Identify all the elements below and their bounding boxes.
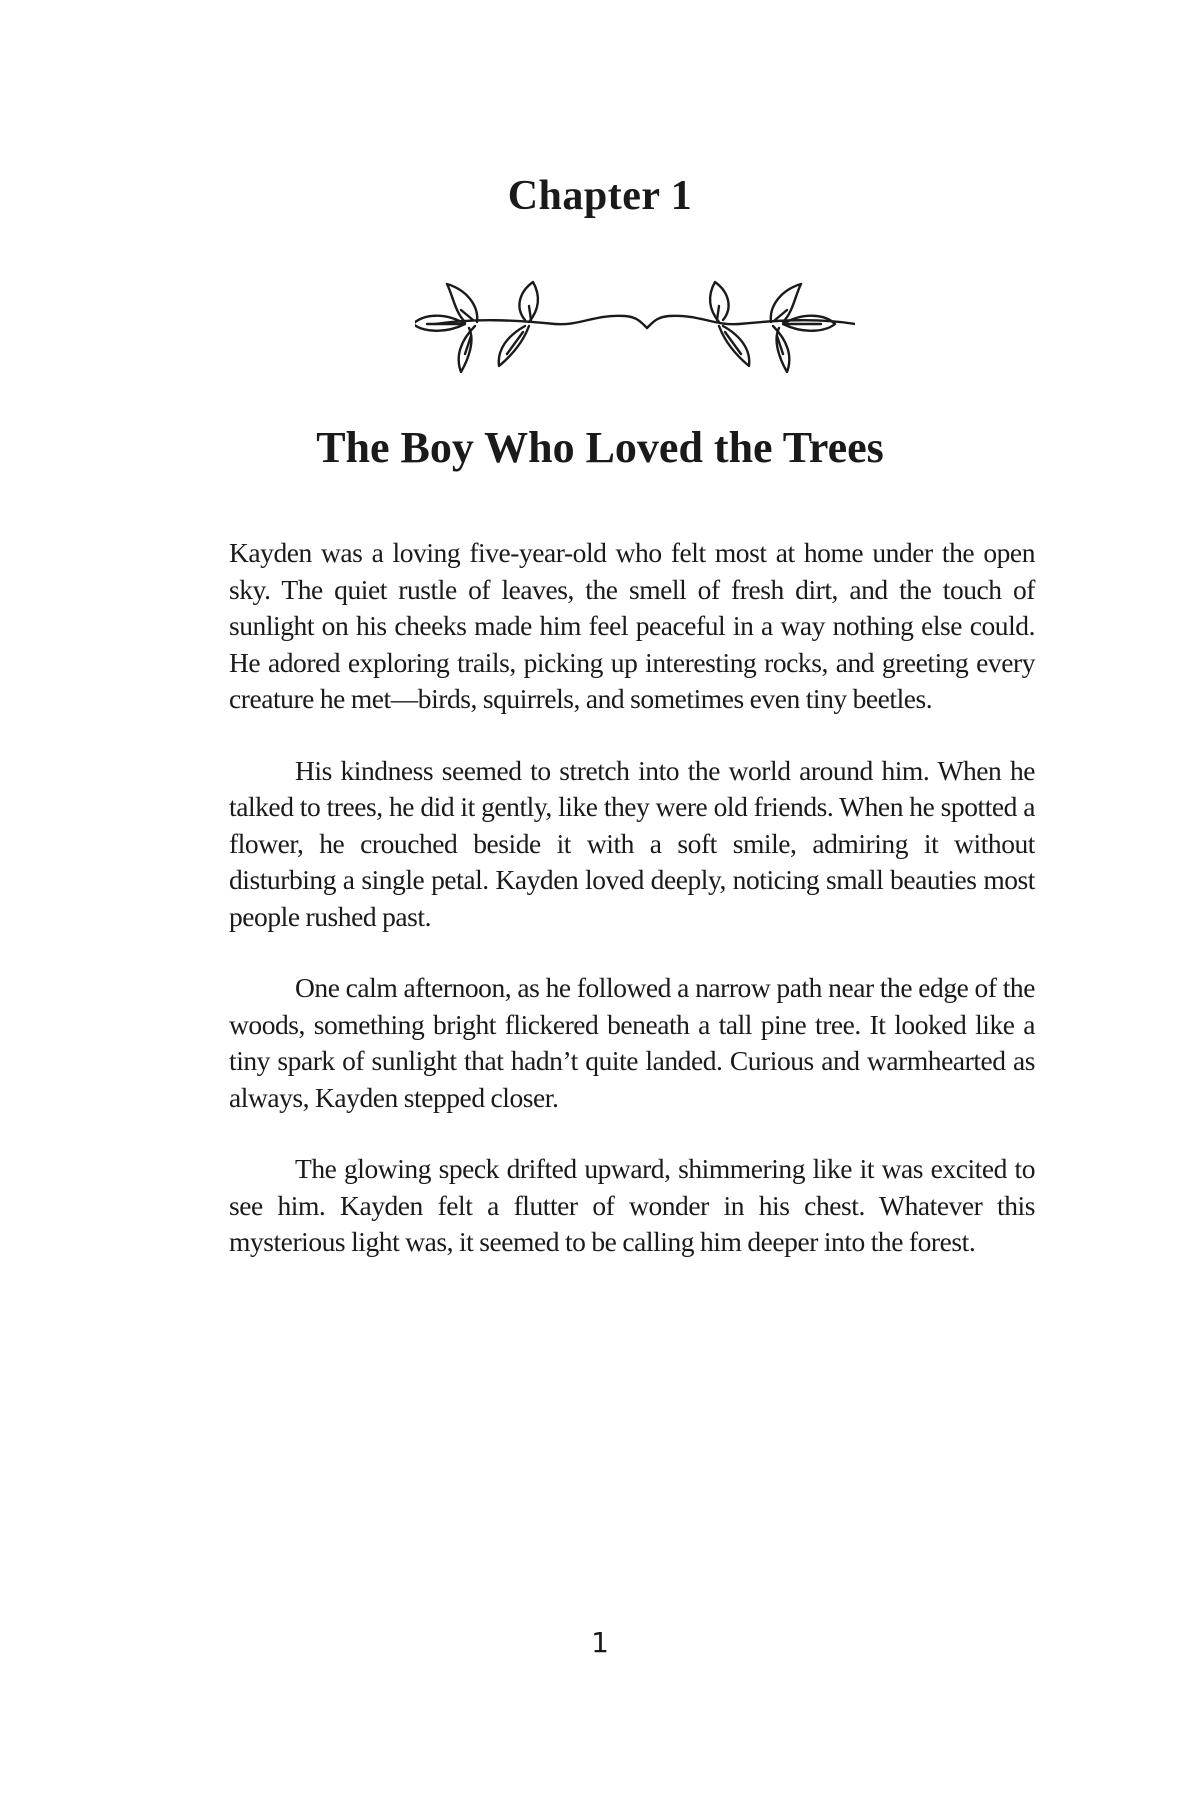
paragraph: One calm afternoon, as he followed a narrow path near the edge of the woods, something bright flickered beneath a tall pine tree. It looked like a tiny spark of sunlight that hadn’t quite landed. Curious and warmhearted as always, Kayden stepped closer. (229, 972, 1035, 1113)
right-leaf-cluster (710, 282, 835, 372)
chapter-number: Chapter 1 (507, 173, 693, 219)
chapter-title: The Boy Who Loved the Trees (316, 423, 884, 472)
leaf-vine-divider-icon (415, 276, 855, 376)
vine-stem (435, 316, 855, 328)
left-leaf-cluster (415, 282, 538, 372)
page-number: 1 (591, 1626, 609, 1659)
paragraph: His kindness seemed to stretch into the world around him. When he talked to trees, he did it gently, like they were old friends. When he spotted a flower, he crouched beside it with a soft smile, admiring it without disturbing a single petal. Kayden loved deeply, noticing small beauties most people rushed past. (229, 754, 1035, 932)
paragraph: Kayden was a loving five-year-old who felt most at home under the open sky. The quiet rustle of leaves, the smell of fresh dirt, and the touch of sunlight on his cheeks made him feel peaceful in a way nothing else could. He adored exploring trails, picking up interesting rocks, and greeting every creature he met—birds, squirrels, and sometimes even tiny beetles. (229, 537, 1035, 714)
paragraph: The glowing speck drifted upward, shimmering like it was excited to see him. Kayden felt a flutter of wonder in his chest. Whatever this mysterious light was, it seemed to be calling him deeper into the forest. (229, 1153, 1035, 1257)
chapter-body (229, 535, 1035, 1296)
